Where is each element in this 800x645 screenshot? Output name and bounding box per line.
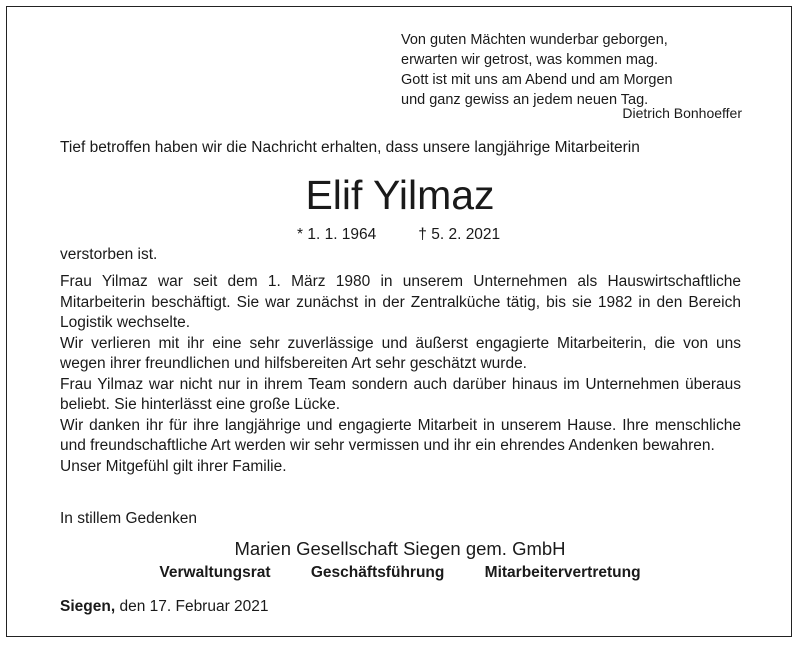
paragraph-appreciation: Wir verlieren mit ihr eine sehr zuverlässige und äußerst engagierte Mitarbeiterin, die von uns wegen ihrer freundlichen und hilfsbereiten Art sehr geschätzt wurde.: [60, 334, 741, 372]
deceased-text: verstorben ist.: [60, 246, 158, 263]
body-text: [60, 272, 741, 477]
board-mitarbeitervertretung: Mitarbeitervertretung: [484, 564, 641, 581]
intro-text: Tief betroffen haben wir die Nachricht erhalten, dass unsere langjährige Mitarbeiterin: [60, 139, 640, 156]
death-date: † 5. 2. 2021: [418, 226, 501, 243]
quote-line-1: Von guten Mächten wunderbar geborgen,: [401, 32, 668, 48]
paragraph-condolence: Unser Mitgefühl gilt ihrer Familie.: [60, 457, 287, 475]
paragraph-employment: Frau Yilmaz war seit dem 1. März 1980 in unserem Unternehmen als Hauswirtschaftliche Mitarbeiterin beschäftigt. Sie war zunächst in der Zentralküche tätig, bis sie 1982 in den Bereich Logistik wechselte.: [60, 273, 741, 331]
boards-row: [0, 564, 800, 582]
place-date-text: den 17. Februar 2021: [119, 598, 269, 615]
organization-name: Marien Gesellschaft Siegen gem. GmbH: [234, 538, 566, 559]
quote-line-3: Gott ist mit uns am Abend und am Morgen: [401, 72, 673, 88]
quote-author: Dietrich Bonhoeffer: [622, 105, 742, 121]
paragraph-team: Frau Yilmaz war nicht nur in ihrem Team sondern auch darüber hinaus im Unternehmen überaus beliebt. Sie hinterlässt eine große Lücke.: [60, 375, 741, 413]
quote-line-2: erwarten wir getrost, was kommen mag.: [401, 52, 659, 68]
place-city: Siegen,: [60, 598, 116, 615]
closing-text: In stillem Gedenken: [60, 510, 197, 527]
place-date: [60, 598, 269, 616]
quote-line-4: und ganz gewiss an jedem neuen Tag.: [401, 92, 649, 108]
deceased-name: Elif Yilmaz: [305, 172, 495, 218]
life-dates: [297, 226, 500, 244]
board-verwaltungsrat: Verwaltungsrat: [159, 564, 271, 581]
quote-block: [401, 30, 761, 110]
birth-date: * 1. 1. 1964: [297, 226, 377, 243]
board-geschaeftsfuehrung: Geschäftsführung: [310, 564, 445, 581]
paragraph-thanks: Wir danken ihr für ihre langjährige und engagierte Mitarbeit in unserem Hause. Ihre menschliche und freundschaftliche Art werden wir sehr vermissen und ihr ein ehrendes Andenken bewahren.: [60, 416, 741, 454]
